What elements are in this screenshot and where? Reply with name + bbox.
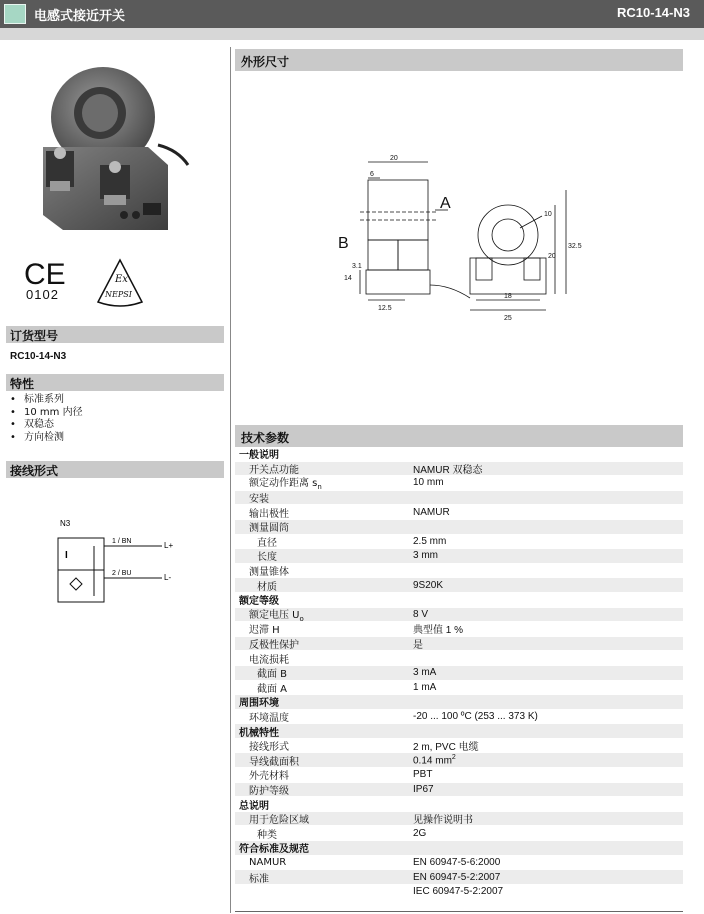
table-row	[235, 505, 683, 520]
table-row	[235, 724, 683, 739]
table-row	[235, 520, 683, 535]
features-heading: 特性	[6, 374, 224, 391]
table-row	[235, 681, 683, 696]
spec-label: 输出极性	[249, 508, 289, 520]
ex-mark: Ex	[115, 274, 128, 285]
terminal-l-minus: L-	[164, 573, 172, 582]
spec-label: 测量圆筒	[249, 523, 289, 535]
spec-label: 一般说明	[239, 450, 279, 462]
spec-label: 总说明	[239, 800, 269, 812]
dimension-drawing	[330, 150, 580, 350]
ce-number: 0102	[26, 287, 59, 302]
table-row	[235, 885, 683, 900]
spec-label: 长度	[257, 552, 277, 564]
spec-value: 8 V	[413, 608, 429, 620]
table-row	[235, 535, 683, 550]
spec-label: 材质	[257, 581, 277, 593]
table-row	[235, 841, 683, 856]
wiring-symbol: I	[65, 550, 68, 561]
spec-value: 3 mm	[413, 550, 438, 562]
table-row	[235, 783, 683, 798]
table-row	[235, 549, 683, 564]
spec-label: 开关点功能	[249, 464, 299, 476]
table-row	[235, 797, 683, 812]
dim-20-right: 20	[548, 253, 556, 260]
value-superscript: 2	[451, 754, 456, 762]
spec-value: 0.14 $mm^2$	[413, 754, 456, 767]
dim-14: 14	[344, 275, 352, 282]
table-row	[235, 856, 683, 871]
model-number: RC10-14-N3	[617, 5, 690, 20]
nepsi-mark: NEPSI	[105, 290, 132, 299]
spec-value: -20 ... 100 ºC (253 ... 373 K)	[413, 710, 538, 722]
table-row	[235, 622, 683, 637]
spec-value: PBT	[413, 769, 433, 781]
table-row	[235, 564, 683, 579]
spec-label: 安装	[249, 494, 269, 506]
spec-value: 1 mA	[413, 681, 437, 693]
spec-label: 电流损耗	[249, 654, 289, 666]
dimensions-heading: 外形尺寸	[235, 49, 683, 71]
label-subscript: o	[299, 614, 304, 623]
wire2-label: 2 / BU	[112, 570, 132, 577]
table-row	[235, 826, 683, 841]
spec-value: NAMUR	[413, 506, 450, 518]
list-item: • 方向检测	[10, 432, 83, 445]
feature-list	[10, 394, 83, 444]
wire1-label: 1 / BN	[112, 538, 132, 545]
spec-value: 9S20K	[413, 579, 444, 591]
spec-value: 10 mm	[413, 477, 444, 489]
wiring-diagram	[50, 516, 190, 616]
header-accent-square	[4, 4, 26, 24]
dim-20-top: 20	[390, 155, 398, 162]
spec-value: 2 m, PVC 电缆	[413, 742, 479, 754]
wiring-label: N3	[60, 519, 71, 528]
dim-3-1: 3.1	[352, 263, 362, 270]
spec-value: NAMUR 双稳态	[413, 464, 483, 476]
table-row	[235, 870, 683, 885]
spec-label: 外壳材料	[249, 771, 289, 783]
spec-value: EN 60947-5-6:2000	[413, 856, 501, 868]
certification-marks	[20, 252, 170, 312]
spec-value: 2G	[413, 827, 427, 839]
spec-label: 周围环境	[239, 698, 279, 710]
list-item: • 标准系列	[10, 394, 83, 407]
dim-12-5: 12.5	[378, 305, 392, 312]
table-row	[235, 608, 683, 623]
spec-label: 反极性保护	[249, 640, 299, 652]
order-heading: 订货型号	[6, 326, 224, 343]
table-row	[235, 753, 683, 768]
spec-label: 防护等级	[249, 785, 289, 797]
list-item: • 双稳态	[10, 419, 83, 432]
spec-value: 见操作说明书	[413, 815, 473, 827]
dim-32-5: 32.5	[568, 243, 582, 250]
spec-label: 额定动作距离 $s_n$	[249, 478, 322, 492]
table-row	[235, 491, 683, 506]
list-item: • 10 mm 内径	[10, 407, 83, 420]
dim-25: 25	[504, 315, 512, 322]
spec-label: 截面 B	[257, 669, 288, 681]
wiring-heading: 接线形式	[6, 461, 224, 478]
table-row	[235, 710, 683, 725]
table-row	[235, 578, 683, 593]
table-row	[235, 447, 683, 462]
spec-label: 机械特性	[239, 727, 279, 739]
header-stripe	[0, 28, 704, 40]
dim-18: 18	[504, 293, 512, 300]
spec-label: 环境温度	[249, 712, 289, 724]
spec-label: 截面 A	[257, 683, 288, 695]
table-row	[235, 812, 683, 827]
spec-label: 用于危险区域	[249, 815, 309, 827]
spec-label: 额定等级	[239, 596, 279, 608]
spec-label: 种类	[257, 829, 277, 841]
column-divider	[230, 47, 231, 913]
view-a-label: A	[440, 195, 451, 212]
table-row	[235, 768, 683, 783]
order-value: RC10-14-N3	[10, 351, 67, 362]
page-header	[0, 0, 704, 28]
spec-label: 迟滞 H	[249, 625, 280, 637]
dim-6: 6	[370, 171, 374, 178]
spec-value: 3 mA	[413, 667, 437, 679]
table-row	[235, 637, 683, 652]
spec-label: 符合标准及规范	[239, 844, 309, 856]
dim-10: 10	[544, 211, 552, 218]
spec-label: 导线截面积	[249, 756, 299, 768]
view-b-label: B	[338, 235, 349, 252]
page-title: 电感式接近开关	[34, 9, 126, 24]
spec-value: 2.5 mm	[413, 535, 447, 547]
spec-heading: 技术参数	[235, 425, 683, 447]
table-row	[235, 739, 683, 754]
spec-value: 典型值 1 %	[413, 625, 464, 637]
bottom-rule	[235, 911, 683, 912]
spec-label: NAMUR	[249, 856, 287, 868]
table-row	[235, 695, 683, 710]
table-row	[235, 651, 683, 666]
spec-label: 直径	[257, 537, 277, 549]
label-subscript: n	[317, 483, 322, 492]
ce-mark: CE	[24, 258, 66, 291]
spec-value: 是	[413, 640, 423, 652]
spec-value: IP67	[413, 783, 434, 795]
spec-label: 接线形式	[249, 742, 289, 754]
product-photo	[28, 55, 188, 235]
terminal-l-plus: L+	[164, 541, 174, 550]
table-row	[235, 666, 683, 681]
spec-value: EN 60947-5-2:2007	[413, 871, 501, 883]
spec-label: 额定电压 $U_o$	[249, 609, 304, 623]
spec-label: 标准	[249, 873, 269, 885]
spec-label: 测量锥体	[249, 567, 289, 579]
table-row	[235, 476, 683, 491]
spec-value: IEC 60947-5-2:2007	[413, 886, 504, 898]
spec-table	[235, 447, 683, 899]
